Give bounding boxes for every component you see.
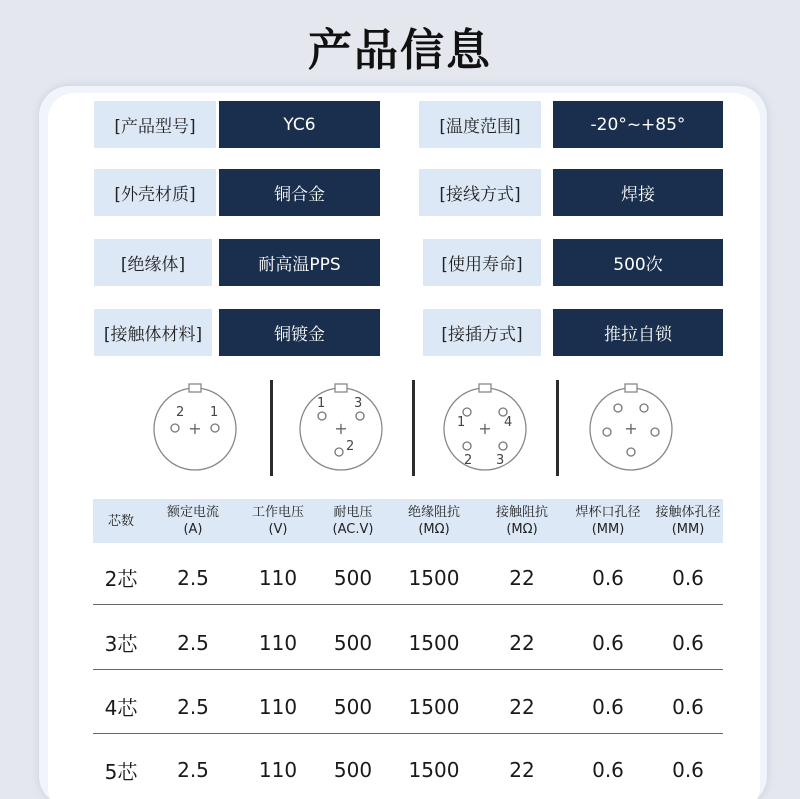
pin-label: 1 [457, 415, 466, 430]
pin-label: 1 [317, 396, 326, 411]
table-header [93, 499, 723, 543]
table-row: 4芯 2.5 110 500 1500 22 0.6 0.6 [93, 680, 723, 734]
spec-label-insulator: [绝缘体] [94, 239, 212, 286]
spec-label-temperature: [温度范围] [419, 101, 541, 148]
table-row: 5芯 2.5 110 500 1500 22 0.6 0.6 [104, 758, 704, 784]
pin-label: 1 [210, 405, 219, 420]
spec-label-mating: [接插方式] [423, 309, 541, 356]
spec-value-insulator: 耐高温PPS [219, 239, 380, 286]
header-rated-current: 额定电流 (A) [166, 505, 219, 537]
divider [556, 380, 559, 476]
header-working-voltage: 工作电压 (V) [251, 505, 304, 537]
spec-value-shell: 铜合金 [219, 169, 380, 216]
divider [412, 380, 415, 476]
header-contact-resistance: 接触阻抗 (MΩ) [495, 505, 548, 537]
spec-label-contact-material: [接触体材料] [94, 309, 212, 356]
header-contact-hole-diameter: 接触体孔径 (MM) [655, 505, 721, 537]
spec-value-contact-material: 铜镀金 [219, 309, 380, 356]
header-withstand-voltage: 耐电压 (AC.V) [332, 505, 374, 537]
center-mark: + [478, 419, 492, 438]
center-mark: + [188, 419, 202, 438]
spec-value-model: YC6 [219, 101, 380, 148]
spec-value-wiring: 焊接 [553, 169, 723, 216]
spec-value-lifespan: 500次 [553, 239, 723, 286]
pin-label: 3 [496, 453, 505, 468]
header-solder-cup-diameter: 焊杯口孔径 (MM) [575, 505, 641, 537]
spec-label-lifespan: [使用寿命] [423, 239, 541, 286]
table-row: 3芯 2.5 110 500 1500 22 0.6 0.6 [93, 616, 723, 670]
pin-label: 3 [354, 396, 363, 411]
pin-label: 2 [176, 405, 185, 420]
table-row: 2芯 2.5 110 500 1500 22 0.6 0.6 [93, 551, 723, 605]
spec-label-shell: [外壳材质] [94, 169, 216, 216]
pin-label: 4 [504, 415, 513, 430]
spec-label-model: [产品型号] [94, 101, 216, 148]
spec-label-wiring: [接线方式] [419, 169, 541, 216]
connector-5pin-diagram [586, 382, 676, 472]
center-mark: + [624, 419, 638, 438]
pin-label: 2 [346, 439, 355, 454]
spec-value-mating: 推拉自锁 [553, 309, 723, 356]
connector-3pin-diagram [296, 382, 386, 472]
connector-4pin-diagram [440, 382, 530, 472]
header-insulation-resistance: 绝缘阻抗 (MΩ) [407, 505, 460, 537]
page-title: 产品信息 [308, 25, 492, 76]
spec-value-temperature: -20°~+85° [553, 101, 723, 148]
pin-label: 2 [464, 453, 473, 468]
center-mark: + [334, 419, 348, 438]
header-cores: 芯数 [107, 513, 134, 529]
divider [270, 380, 273, 476]
connector-2pin-diagram [150, 382, 240, 472]
